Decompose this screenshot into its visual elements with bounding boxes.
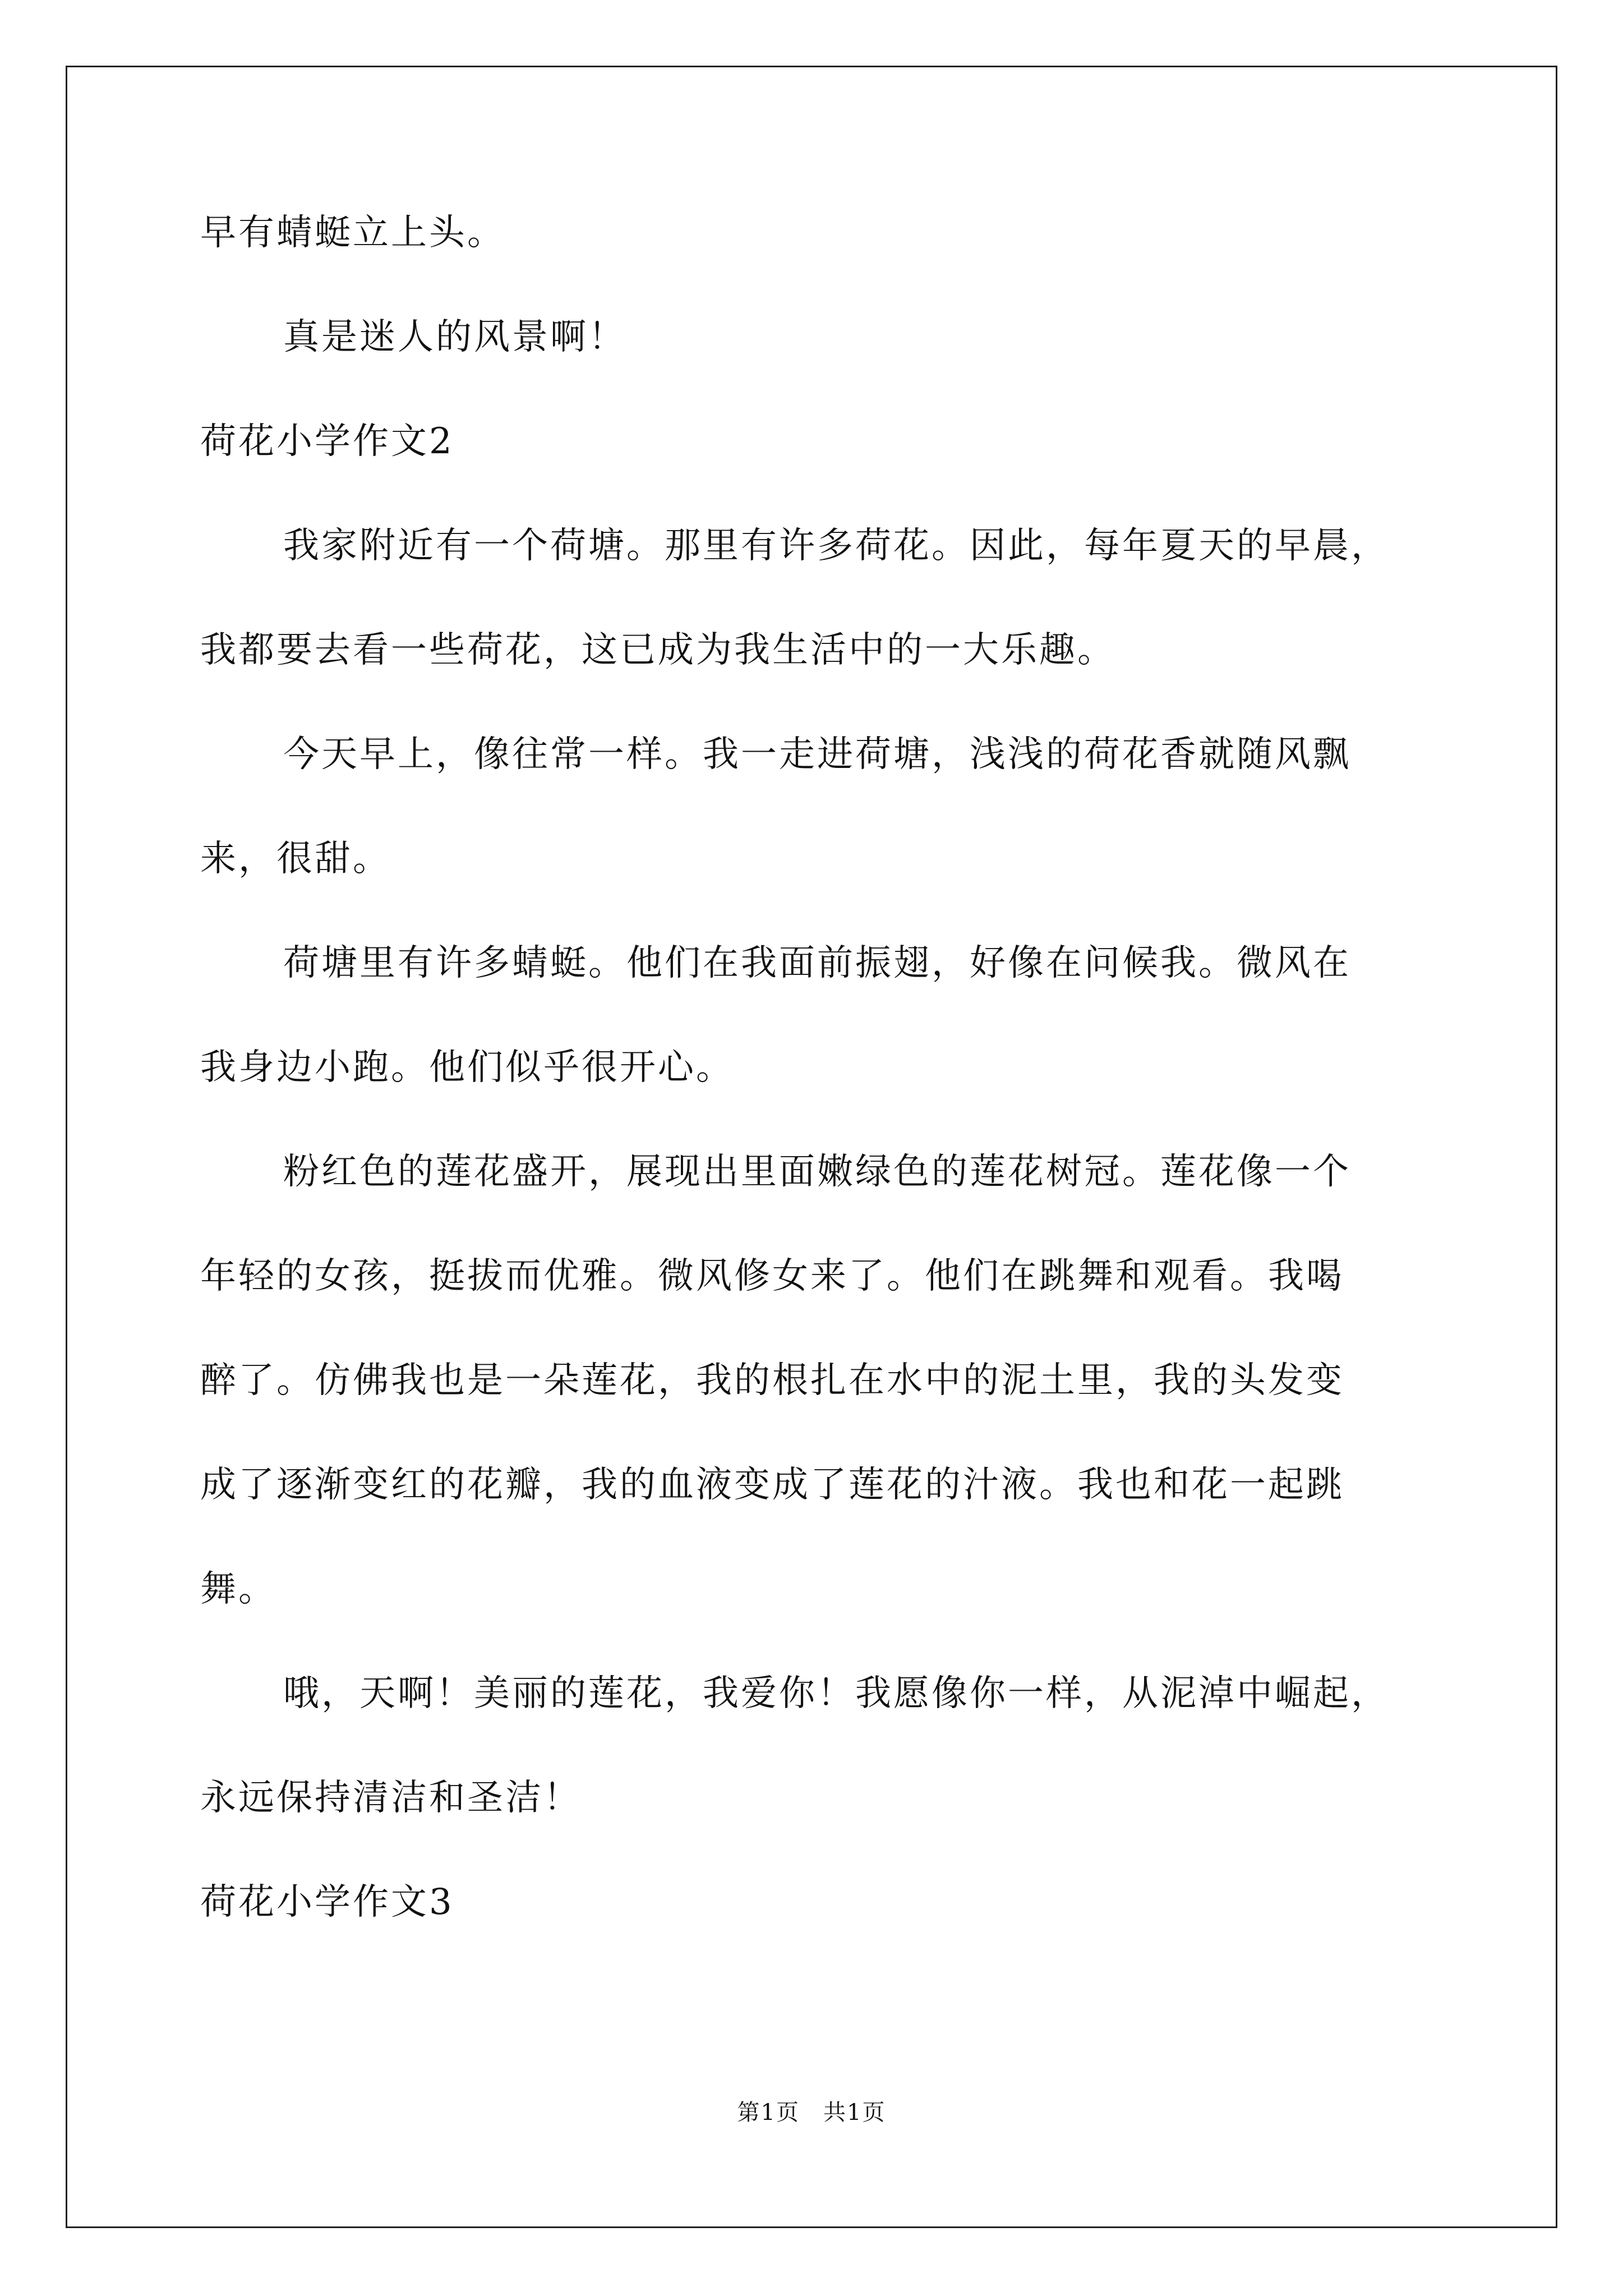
body-line: 真是迷人的风景啊！ — [283, 316, 626, 358]
body-line: 醉了。仿佛我也是一朵莲花，我的根扎在水中的泥土里，我的头发变 — [200, 1360, 1344, 1401]
document-body — [200, 208, 1490, 1981]
body-line: 我都要去看一些荷花，这已成为我生活中的一大乐趣。 — [200, 629, 1115, 671]
body-line: 永远保持清洁和圣洁！ — [200, 1777, 582, 1819]
body-line: 来，很甜。 — [200, 838, 391, 880]
body-line: 我家附近有一个荷塘。那里有许多荷花。因此，每年夏天的早晨， — [283, 525, 1389, 567]
body-line: 成了逐渐变红的花瓣，我的血液变成了莲花的汁液。我也和花一起跳 — [200, 1464, 1344, 1506]
section-heading: 荷花小学作文2 — [200, 421, 454, 462]
body-line: 哦，天啊！美丽的莲花，我爱你！我愿像你一样，从泥淖中崛起， — [283, 1673, 1389, 1714]
page-footer: 第1页 共1页 — [737, 2100, 886, 2125]
body-line: 今天早上，像往常一样。我一走进荷塘，浅浅的荷花香就随风飘 — [283, 734, 1351, 775]
body-line: 早有蜻蜓立上头。 — [200, 212, 505, 254]
body-line: 年轻的女孩，挺拔而优雅。微风修女来了。他们在跳舞和观看。我喝 — [200, 1255, 1344, 1297]
body-line: 舞。 — [200, 1568, 276, 1610]
section-heading: 荷花小学作文3 — [200, 1881, 454, 1923]
body-line: 我身边小跑。他们似乎很开心。 — [200, 1047, 734, 1088]
body-line: 粉红色的莲花盛开，展现出里面嫩绿色的莲花树冠。莲花像一个 — [283, 1151, 1351, 1193]
body-line: 荷塘里有许多蜻蜓。他们在我面前振翅，好像在问候我。微风在 — [283, 942, 1351, 984]
